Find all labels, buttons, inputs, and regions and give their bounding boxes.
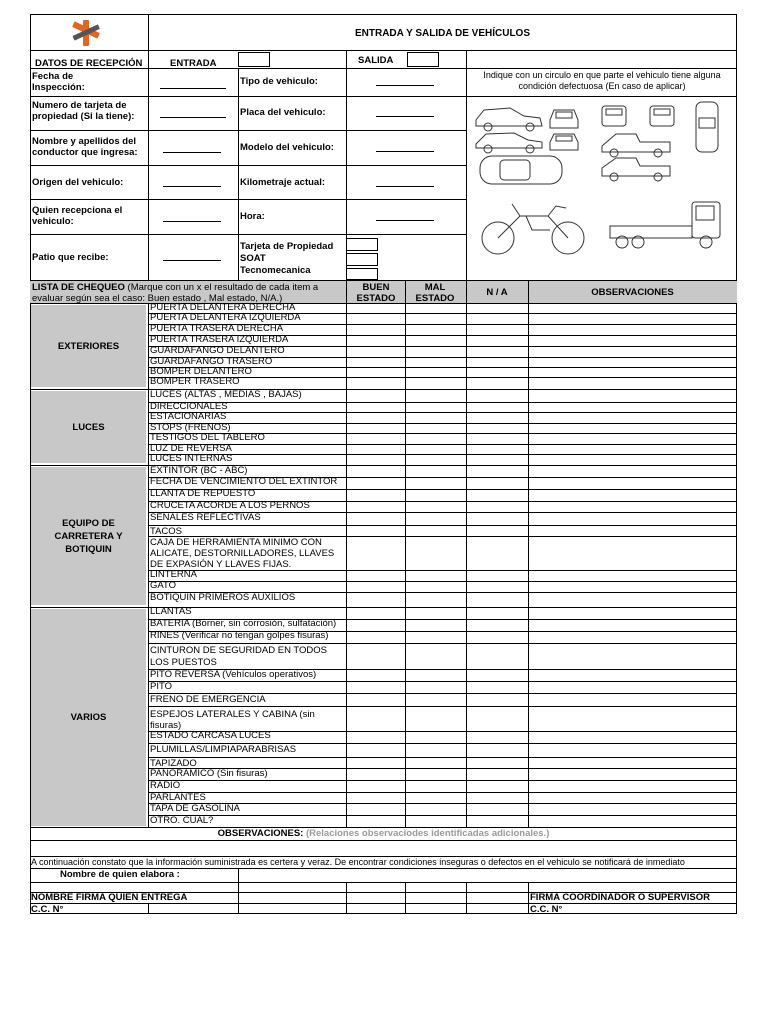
tipo-vehiculo-field[interactable]	[376, 85, 434, 86]
item-guardafango-tra: GUARDAFANGO TRASERO	[150, 356, 273, 367]
item-guardafango-del: GUARDAFANGO DELANTERO	[150, 345, 285, 356]
item-direccionales: DIRECCIONALES	[150, 401, 228, 412]
item-gato: GATO	[150, 580, 177, 591]
doc-tarjeta-label: Tarjeta de Propiedad	[240, 241, 334, 252]
conductor-label: Nombre y apellidos del conductor que ingresa:	[32, 136, 138, 158]
item-rines: RINES (Verificar no tengan golpes fisuras)	[150, 630, 329, 641]
doc-tecno-box[interactable]	[346, 268, 378, 280]
item-pito: PITO	[150, 681, 172, 692]
tarjeta-propiedad-label: Numero de tarjeta de propiedad (Si la tiene):	[32, 100, 135, 122]
origen-label: Origen del vehiculo:	[32, 177, 124, 188]
recepciona-field[interactable]	[163, 221, 221, 222]
item-plumillas: PLUMILLAS/LIMPIAPARABRISAS	[150, 744, 297, 755]
item-pito-reversa: PITO REVERSA (Vehículos operativos)	[150, 669, 317, 680]
hora-label: Hora:	[240, 211, 265, 222]
cc-entrega-label: C.C. N°	[31, 904, 64, 915]
item-puerta-tra-der: PUERTA TRASERA DERECHA	[150, 323, 284, 334]
item-testigos: TESTIGOS DEL TABLERO	[150, 432, 265, 443]
item-vencimiento-extintor: FECHA DE VENCIMIENTO DEL EXTINTOR	[150, 476, 338, 487]
elabora-label: Nombre de quien elabora :	[60, 869, 180, 880]
item-bateria: BATERIA (Borner, sin corrosión, sulfatación)	[150, 618, 337, 629]
col-buen-estado: BUEN ESTADO	[356, 282, 396, 304]
fecha-inspeccion-field[interactable]	[160, 88, 226, 89]
item-tacos: TACOS	[150, 526, 183, 537]
item-bomper-tra: BOMPER TRASERO	[150, 376, 240, 387]
entrega-label: NOMBRE FIRMA QUIEN ENTREGA	[31, 892, 188, 903]
hora-field[interactable]	[376, 220, 434, 221]
placa-label: Placa del vehiculo:	[240, 107, 326, 118]
modelo-field[interactable]	[376, 151, 434, 152]
tipo-vehiculo-label: Tipo de vehiculo:	[240, 76, 318, 87]
item-carcasa-luces: ESTADO CARCASA LUCES	[150, 730, 271, 741]
item-puerta-del-der: PUERTA DELANTERA DERECHA	[150, 302, 296, 313]
item-luces-internas: LUCES INTERNAS	[150, 453, 233, 464]
item-tapizado: TAPIZADO	[150, 758, 197, 769]
salida-label: SALIDA	[358, 55, 394, 66]
item-botiquin: BOTIQUIN PRIMEROS AUXILIOS	[150, 592, 296, 603]
item-cruceta: CRUCETA ACORDE A LOS PERNOS	[150, 500, 310, 511]
conductor-field[interactable]	[163, 152, 221, 153]
item-linterna: LINTERNA	[150, 569, 197, 580]
section-equipo-carretera: EQUIPO DE CARRETERA Y BOTIQUIN	[31, 467, 146, 605]
item-panoramico: PANORAMICO (Sin fisuras)	[150, 768, 268, 779]
item-otro: OTRO. CUAL?	[150, 815, 214, 826]
datos-recepcion-label: DATOS DE RECEPCIÓN	[35, 58, 143, 69]
item-freno-emergencia: FRENO DE EMERGENCIA	[150, 694, 266, 705]
item-espejos: ESPEJOS LATERALES Y CABINA (sin fisuras)	[150, 709, 315, 731]
section-exteriores: EXTERIORES	[31, 305, 146, 387]
item-bomper-del: BOMPER DELANTERO	[150, 366, 252, 377]
entrada-box[interactable]	[238, 52, 270, 67]
patio-label: Patio que recibe:	[32, 252, 109, 263]
kilometraje-label: Kilometraje actual:	[240, 177, 325, 188]
doc-tarjeta-box[interactable]	[346, 238, 378, 251]
item-caja-herramienta: CAJA DE HERRAMIENTA MINIMO CON ALICATE, DESTORNILLADORES, LLAVES DE EXPASIÓN Y LLAVES FIJAS.	[150, 537, 335, 570]
item-radio: RADIO	[150, 780, 181, 791]
observaciones-row[interactable]: OBSERVACIONES: (Relaciones observaciodes identificadas adicionales.)	[217, 828, 550, 839]
doc-soat-label: SOAT	[240, 253, 266, 264]
col-observaciones: OBSERVACIONES	[591, 287, 674, 298]
section-varios: VARIOS	[31, 609, 146, 826]
recepciona-label: Quien recepciona el vehiculo:	[32, 205, 123, 227]
item-parlantes: PARLANTES	[150, 792, 206, 803]
page-title: ENTRADA Y SALIDA DE VEHÍCULOS	[354, 28, 531, 39]
item-senales: SEÑALES REFLECTIVAS	[150, 512, 261, 523]
item-puerta-del-izq: PUERTA DELANTERA IZQUIERDA	[150, 312, 301, 323]
statement-text: A continuación constato que la información suministrada es certera y veraz. De encontrar condiciones inseguras o defectos en el vehiculo se notificará de inmediato	[31, 857, 685, 867]
modelo-label: Modelo del vehiculo:	[240, 142, 334, 153]
item-llantas: LLANTAS	[150, 606, 192, 617]
item-stops: STOPS (FRENOS)	[150, 422, 231, 433]
item-luces-altas: LUCES (ALTAS , MEDIAS , BAJAS)	[150, 389, 302, 400]
item-puerta-tra-izq: PUERTA TRASERA IZQUIERDA	[150, 334, 289, 345]
section-luces: LUCES	[31, 391, 146, 463]
placa-field[interactable]	[376, 116, 434, 117]
item-tapa-gasolina: TAPA DE GASOLINA	[150, 803, 240, 814]
vehicle-note: Indique con un circulo en que parte el vehiculo tiene alguna condición defectuosa (En caso de aplicar)	[483, 70, 721, 91]
item-llanta-repuesto: LLANTA DE REPUESTO	[150, 488, 256, 499]
item-extintor: EXTINTOR (BC - ABC)	[150, 465, 248, 476]
logo-icon	[64, 18, 108, 48]
kilometraje-field[interactable]	[376, 186, 434, 187]
col-mal-estado: MAL ESTADO	[415, 282, 455, 304]
patio-field[interactable]	[163, 260, 221, 261]
checklist-title: LISTA DE CHEQUEO (Marque con un x el resultado de cada item a evaluar según sea el caso: Buen estado , Mal estado, N/A.)	[32, 282, 319, 304]
coordinador-label: FIRMA COORDINADOR O SUPERVISOR	[530, 892, 710, 903]
fecha-inspeccion-label: Fecha de Inspección:	[32, 71, 85, 93]
origen-field[interactable]	[163, 186, 221, 187]
doc-tecno-label: Tecnomecanica	[240, 265, 311, 276]
item-cinturon: CINTURON DE SEGURIDAD EN TODOS LOS PUESTOS	[150, 645, 328, 668]
cc-coordinador-label: C.C. N°	[530, 904, 563, 915]
col-na: N / A	[486, 287, 508, 298]
salida-box[interactable]	[407, 52, 439, 67]
entrada-label: ENTRADA	[170, 58, 217, 69]
doc-soat-box[interactable]	[346, 253, 378, 266]
item-estacionarias: ESTACIONARIAS	[150, 411, 227, 422]
item-luz-reversa: LUZ DE REVERSA	[150, 443, 232, 454]
vehicle-diagram-icon[interactable]	[470, 98, 732, 280]
tarjeta-propiedad-field[interactable]	[160, 117, 226, 118]
